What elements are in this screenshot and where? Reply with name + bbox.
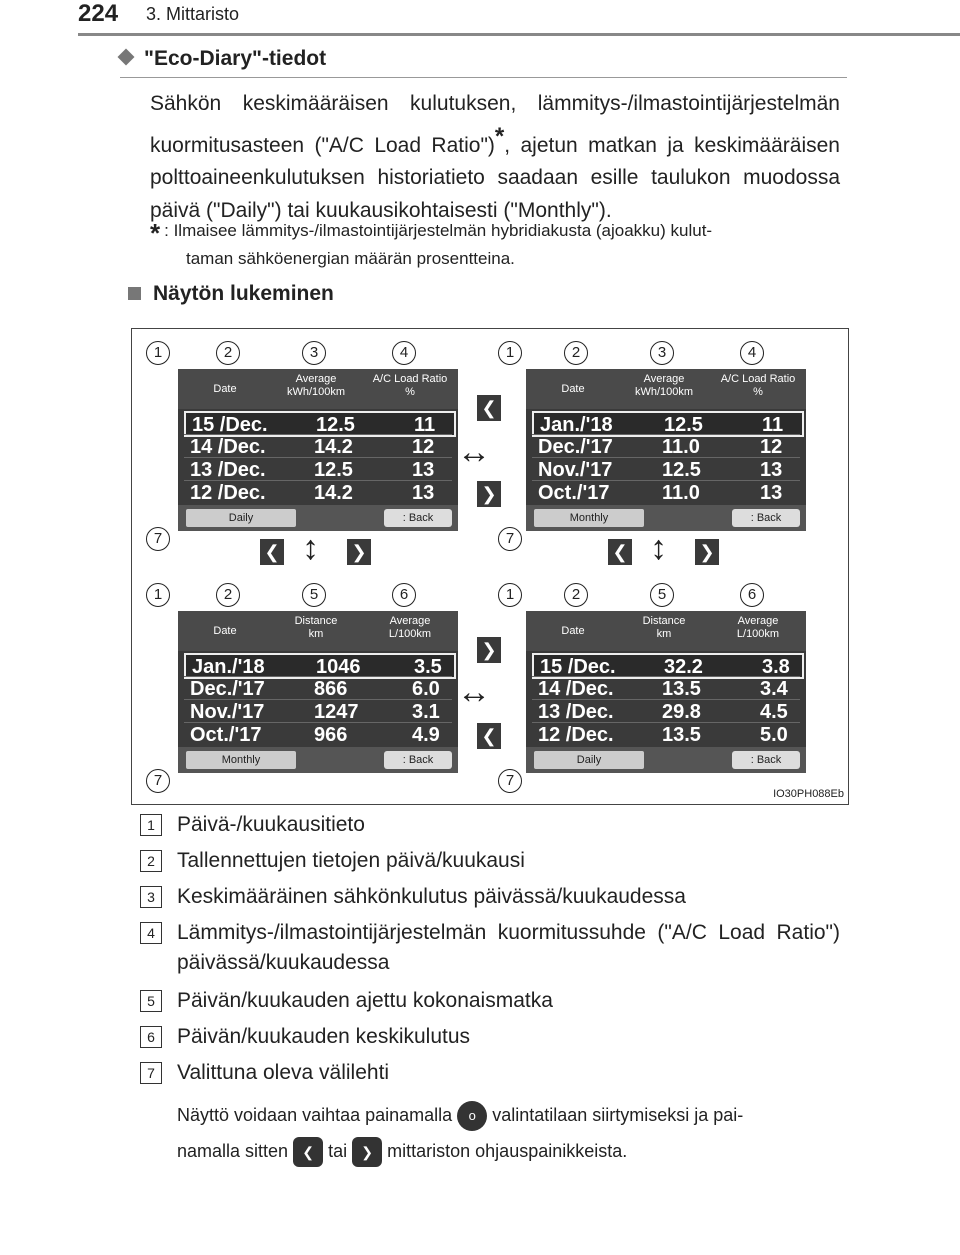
table-row: [184, 480, 452, 503]
cell-value-1: 11.0: [662, 482, 700, 504]
callout-3: 3: [650, 341, 674, 365]
square-bullet-icon: [128, 287, 141, 300]
legend-text: Tallennettujen tietojen päivä/kuukausi: [177, 849, 525, 872]
callout-5: 5: [302, 583, 326, 607]
table-row: [532, 480, 800, 503]
cell-value-2: 3.5: [414, 656, 442, 678]
cell-date: Oct./'17: [538, 482, 610, 504]
chevron-right-icon: ❯: [477, 637, 501, 663]
legend-item: [140, 810, 840, 840]
page-number: 224: [78, 0, 119, 27]
subsection-heading: [128, 282, 334, 306]
section-title: "Eco-Diary"-tiedot: [144, 47, 327, 70]
cell-value-1: 29.8: [662, 701, 701, 723]
header-date: Date: [561, 625, 585, 637]
table-row: [532, 699, 800, 722]
chapter-title: 3. Mittaristo: [146, 4, 240, 24]
eco-diary-screen: [526, 611, 806, 773]
chevron-right-icon: ❯: [695, 539, 719, 565]
header-col2: Distance km: [294, 615, 338, 640]
legend-text: Valittuna oleva välilehti: [177, 1061, 390, 1084]
cell-value-1: 11.0: [662, 436, 700, 458]
footer-text-a: Näyttö voidaan vaihtaa painamalla: [177, 1105, 453, 1125]
callout-4: 4: [740, 341, 764, 365]
callout-7: 7: [498, 527, 522, 551]
cell-value-2: 6.0: [412, 678, 440, 700]
table-row: [532, 434, 800, 457]
callout-2: 2: [564, 583, 588, 607]
cell-value-1: 12.5: [664, 414, 703, 436]
callout-7: 7: [498, 769, 522, 793]
cell-value-1: 14.2: [314, 482, 353, 504]
eco-diary-screen: [178, 611, 458, 773]
footer-line-2: [177, 1136, 842, 1167]
cell-date: 13 /Dec.: [190, 459, 266, 481]
table-row: [184, 699, 452, 722]
back-button[interactable]: : Back: [384, 751, 452, 769]
horizontal-double-arrow-icon: ↔: [457, 433, 491, 471]
vertical-double-arrow-icon: ↕: [302, 529, 319, 567]
diamond-bullet-icon: [118, 49, 135, 66]
footnote-text-2: taman sähköenergian määrän prosentteina.: [186, 249, 515, 268]
cell-value-1: 12.5: [314, 459, 353, 481]
callout-2: 2: [216, 583, 240, 607]
legend-text: Päivän/kuukauden keskikulutus: [177, 1025, 471, 1048]
subsection-title: Näytön lukeminen: [153, 282, 334, 305]
intro-paragraph: [150, 88, 840, 227]
footnote-marker: *: [494, 122, 505, 150]
cell-date: 14 /Dec.: [538, 678, 614, 700]
table-row: [184, 676, 452, 699]
chevron-left-icon: ❮: [477, 395, 501, 421]
legend-item: [140, 986, 840, 1016]
cell-date: Nov./'17: [538, 459, 613, 481]
cell-value-1: 12.5: [316, 414, 355, 436]
table-row: [184, 722, 452, 745]
cell-date: Dec./'17: [190, 678, 265, 700]
cell-value-2: 4.9: [412, 724, 440, 746]
selected-tab[interactable]: Daily: [186, 509, 296, 527]
chevron-left-icon: ❮: [477, 723, 501, 749]
callout-7: 7: [146, 527, 170, 551]
footer-text-b: valintatilaan siirtymiseksi ja pai-: [492, 1105, 744, 1125]
chevron-right-icon: ❯: [477, 481, 501, 507]
cell-date: Nov./'17: [190, 701, 265, 723]
chevron-left-icon: ❮: [293, 1137, 323, 1167]
tab-bar: [178, 505, 458, 531]
section-heading: [120, 47, 326, 71]
header-col3: Average L/100km: [736, 615, 780, 640]
tab-bar: [178, 747, 458, 773]
chevron-right-icon: ❯: [352, 1137, 382, 1167]
footnote: [150, 218, 840, 272]
callout-1: 1: [146, 341, 170, 365]
ok-button-icon: o: [457, 1101, 487, 1131]
callout-1: 1: [498, 583, 522, 607]
vertical-double-arrow-icon: ↕: [650, 529, 667, 567]
callout-1: 1: [498, 341, 522, 365]
legend-item: [140, 882, 840, 912]
table-header: [526, 369, 806, 409]
legend-number: 7: [140, 1062, 162, 1084]
cell-value-2: 12: [412, 436, 435, 458]
cell-value-2: 5.0: [760, 724, 788, 746]
footnote-text: : Ilmaisee lämmitys-/ilmastointijärjestelmän hybridiakusta (ajoakku) kulut-: [164, 221, 713, 240]
intro-text-a: Sähkön keskimääräisen kulutuksen, lämmitys-/ilmastointijärjestelmän kuormitusasteen ("A/C Load Ratio"): [150, 92, 840, 157]
header-col3: A/C Load Ratio %: [372, 373, 448, 398]
cell-date: 13 /Dec.: [538, 701, 614, 723]
header-date: Date: [213, 383, 237, 395]
header-col2: Average kWh/100km: [634, 373, 694, 398]
header-col2: Average kWh/100km: [286, 373, 346, 398]
cell-value-2: 13: [412, 459, 435, 481]
table-row: [184, 434, 452, 457]
legend-text: Keskimääräinen sähkönkulutus päivässä/kuukaudessa: [177, 885, 686, 908]
table-header: [178, 611, 458, 651]
selected-tab[interactable]: Monthly: [534, 509, 644, 527]
footer-text-e: mittariston ohjauspainikkeista.: [387, 1141, 628, 1161]
eco-diary-screen: [178, 369, 458, 531]
callout-2: 2: [216, 341, 240, 365]
cell-value-2: 13: [760, 482, 783, 504]
cell-date: 14 /Dec.: [190, 436, 266, 458]
figure-code: IO30PH088Eb: [773, 788, 844, 800]
legend-number: 4: [140, 922, 162, 944]
cell-value-1: 966: [314, 724, 348, 746]
back-button[interactable]: : Back: [732, 509, 800, 527]
back-button[interactable]: : Back: [732, 751, 800, 769]
cell-value-2: 13: [412, 482, 435, 504]
callout-3: 3: [302, 341, 326, 365]
cell-value-2: 13: [760, 459, 783, 481]
callout-5: 5: [650, 583, 674, 607]
cell-date: 12 /Dec.: [538, 724, 614, 746]
cell-value-1: 14.2: [314, 436, 353, 458]
footnote-star: *: [150, 218, 161, 248]
cell-value-2: 3.1: [412, 701, 440, 723]
tab-bar: [526, 505, 806, 531]
callout-6: 6: [392, 583, 416, 607]
intro-text-b: , ajetun matkan ja keskimääräisen polttoaineenkulutuksen historiatieto saadaan esille taulukon muodossa päivä ("Daily") tai kuukausikohtaisesti ("Monthly").: [150, 133, 840, 222]
selected-tab[interactable]: Daily: [534, 751, 644, 769]
legend-number: 3: [140, 886, 162, 908]
cell-value-1: 1247: [314, 701, 359, 723]
callout-7: 7: [146, 769, 170, 793]
cell-value-1: 1046: [316, 656, 361, 678]
cell-value-1: 12.5: [662, 459, 701, 481]
header-date: Date: [213, 625, 237, 637]
tab-bar: [526, 747, 806, 773]
header-rule: [78, 33, 960, 36]
legend-text: Lämmitys-/ilmastointijärjestelmän kuormitussuhde ("A/C Load Ratio") päivässä/kuukaudessa: [177, 921, 840, 974]
table-row: [532, 457, 800, 480]
footer-text-c: namalla sitten: [177, 1141, 289, 1161]
section-rule: [120, 77, 847, 78]
chevron-right-icon: ❯: [347, 539, 371, 565]
cell-value-2: 11: [414, 414, 436, 436]
chevron-left-icon: ❮: [260, 539, 284, 565]
cell-date: 12 /Dec.: [190, 482, 266, 504]
cell-value-2: 3.4: [760, 678, 788, 700]
figure-eco-diary-screens: [131, 328, 849, 805]
cell-value-2: 3.8: [762, 656, 790, 678]
callout-1: 1: [146, 583, 170, 607]
cell-value-1: 866: [314, 678, 348, 700]
legend-text: Päivä-/kuukausitieto: [177, 813, 365, 836]
table-row: [184, 457, 452, 480]
legend-number: 1: [140, 814, 162, 836]
legend-number: 6: [140, 1026, 162, 1048]
legend-item: [140, 846, 840, 876]
footer-line-1: [177, 1100, 842, 1131]
cell-date: Oct./'17: [190, 724, 262, 746]
table-header: [178, 369, 458, 409]
cell-date: Dec./'17: [538, 436, 613, 458]
table-row: [532, 676, 800, 699]
header-col3: A/C Load Ratio %: [720, 373, 796, 398]
cell-value-2: 11: [762, 414, 784, 436]
cell-value-2: 4.5: [760, 701, 788, 723]
horizontal-double-arrow-icon: ↔: [457, 673, 491, 711]
cell-date: Jan./'18: [192, 656, 265, 678]
header-col2: Distance km: [642, 615, 686, 640]
cell-value-2: 12: [760, 436, 783, 458]
cell-value-1: 32.2: [664, 656, 703, 678]
cell-value-1: 13.5: [662, 678, 701, 700]
legend-text: Päivän/kuukauden ajettu kokonaismatka: [177, 989, 553, 1012]
legend-item: [140, 1022, 840, 1052]
header-date: Date: [561, 383, 585, 395]
cell-date: 15 /Dec.: [540, 656, 616, 678]
callout-2: 2: [564, 341, 588, 365]
legend-number: 5: [140, 990, 162, 1012]
back-button[interactable]: : Back: [384, 509, 452, 527]
callout-6: 6: [740, 583, 764, 607]
footer-text-d: tai: [328, 1141, 348, 1161]
legend-item: [140, 1058, 840, 1088]
cell-value-1: 13.5: [662, 724, 701, 746]
table-row: [532, 722, 800, 745]
cell-date: Jan./'18: [540, 414, 613, 436]
table-header: [526, 611, 806, 651]
legend-item: [140, 918, 840, 978]
legend-number: 2: [140, 850, 162, 872]
callout-4: 4: [392, 341, 416, 365]
header-col3: Average L/100km: [388, 615, 432, 640]
selected-tab[interactable]: Monthly: [186, 751, 296, 769]
eco-diary-screen: [526, 369, 806, 531]
chevron-left-icon: ❮: [608, 539, 632, 565]
cell-date: 15 /Dec.: [192, 414, 268, 436]
